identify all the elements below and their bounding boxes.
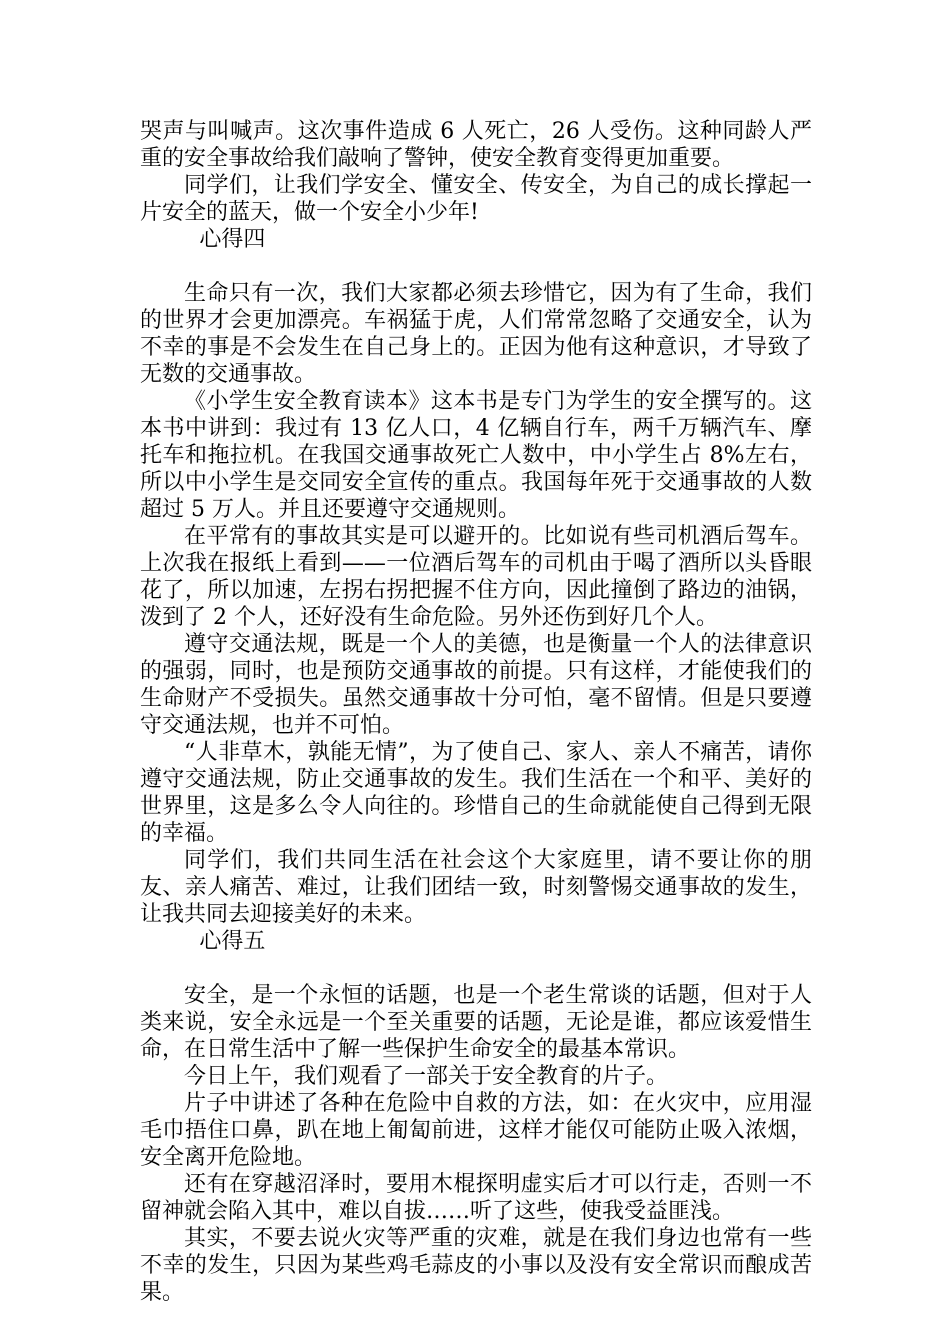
- paragraph: 同学们，让我们学安全、懂安全、传安全，为自己的成长撑起一片安全的蓝天，做一个安全小少年!: [140, 173, 812, 225]
- paragraph: 遵守交通法规，既是一个人的美德，也是衡量一个人的法律意识的强弱，同时，也是预防交通事故的前提。只有这样，才能使我们的生命财产不受损失。虽然交通事故十分可怕，毫不留情。但是只要遵守交通法规，也并不可怕。: [140, 632, 812, 738]
- paragraph: 在平常有的事故其实是可以避开的。比如说有些司机酒后驾车。上次我在报纸上看到——一位酒后驾车的司机由于喝了酒所以头昏眼花了，所以加速，左拐右拐把握不住方向，因此撞倒了路边的油锅，泼到了 2 个人，还好没有生命危险。另外还伤到好几个人。: [140, 524, 812, 630]
- paragraph: 片子中讲述了各种在危险中自救的方法，如：在火灾中，应用湿毛巾捂住口鼻，趴在地上匍匐前进，这样才能仅可能防止吸入浓烟，安全离开危险地。: [140, 1091, 812, 1170]
- paragraph: 其实，不要去说火灾等严重的灾难，就是在我们身边也常有一些不幸的发生，只因为某些鸡毛蒜皮的小事以及没有安全常识而酿成苦果。: [140, 1226, 812, 1305]
- paragraph: 今日上午，我们观看了一部关于安全教育的片子。: [184, 1064, 669, 1089]
- document-body: [140, 118, 812, 1306]
- paragraph: “人非草木，孰能无情”，为了使自己、家人、亲人不痛苦，请你遵守交通法规，防止交通事故的发生。我们生活在一个和平、美好的世界里，这是多么令人向往的。珍惜自己的生命就能使自己得到无限的幸福。: [140, 740, 812, 846]
- blank-line: [140, 955, 812, 982]
- paragraph: 安全，是一个永恒的话题，也是一个老生常谈的话题，但对于人类来说，安全永远是一个至关重要的话题，无论是谁，都应该爱惜生命，在日常生活中了解一些保护生命安全的最基本常识。: [140, 983, 812, 1062]
- paragraph: 生命只有一次，我们大家都必须去珍惜它，因为有了生命，我们的世界才会更加漂亮。车祸猛于虎，人们常常忽略了交通安全，认为不幸的事是不会发生在自己身上的。正因为他有这种意识，才导致了无数的交通事故。: [140, 281, 812, 387]
- paragraph-continued: 哭声与叫喊声。这次事件造成 6 人死亡，26 人受伤。这种同龄人严重的安全事故给我们敲响了警钟，使安全教育变得更加重要。: [140, 119, 812, 171]
- blank-line: [140, 253, 812, 280]
- section-heading-5: 心得五: [199, 929, 266, 954]
- paragraph: 同学们，我们共同生活在社会这个大家庭里，请不要让你的朋友、亲人痛苦、难过，让我们团结一致，时刻警惕交通事故的发生，让我共同去迎接美好的未来。: [140, 848, 812, 927]
- paragraph: 《小学生安全教育读本》这本书是专门为学生的安全撰写的。这本书中讲到：我过有 13 亿人口，4 亿辆自行车，两千万辆汽车、摩托车和拖拉机。在我国交通事故死亡人数中，中小学生占 8%左右，所以中小学生是交同安全宣传的重点。我国每年死于交通事故的人数超过 5 万人。并且还要遵守交通规则。: [140, 389, 812, 522]
- section-heading-4: 心得四: [199, 227, 266, 252]
- paragraph: 还有在穿越沼泽时，要用木棍探明虚实后才可以行走，否则一不留神就会陷入其中，难以自拔……听了这些，使我受益匪浅。: [140, 1172, 812, 1224]
